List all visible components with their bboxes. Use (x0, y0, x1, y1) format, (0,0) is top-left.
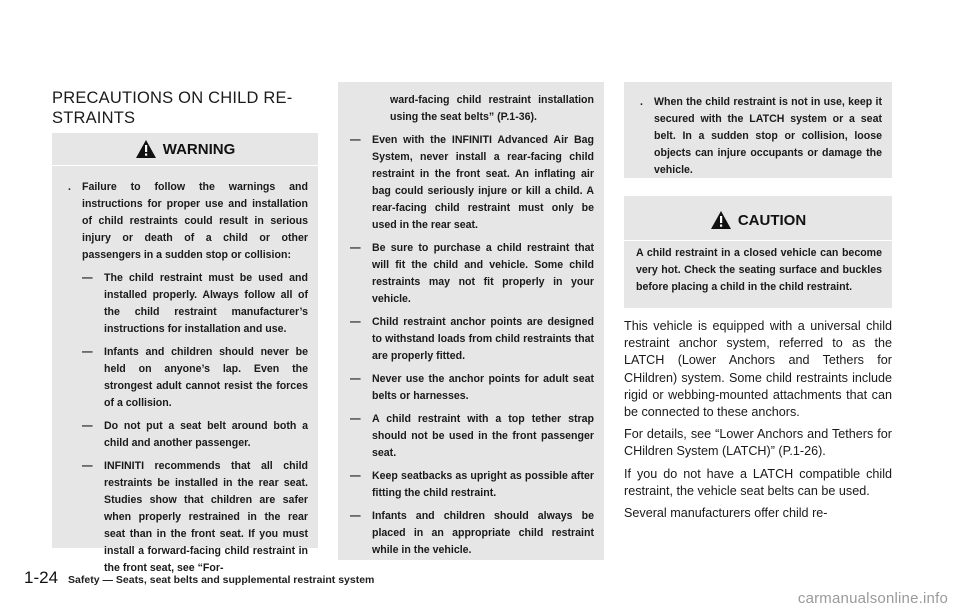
watermark: carmanualsonline.info (797, 590, 948, 607)
warning-bullet: . When the child restraint is not in use, keep it secured with the LATCH system or a seat belt. In a sudden stop or collision, loose objects can injure occupants or damage the vehicle. (640, 96, 882, 176)
body-paragraph: Several manufacturers offer child re- (624, 506, 828, 521)
page-number: 1-24 (24, 568, 59, 587)
warning-bullet: . Failure to follow the warnings and instructions for proper use and installation of child restraints could result in serious injury or death of a child or other passengers in a sudden stop or collision: (68, 181, 308, 261)
caution-header (624, 196, 892, 241)
warning-item: — Child restraint anchor points are designed to withstand loads from child restraints that are properly fitted. (350, 316, 594, 362)
warning-item: — Be sure to purchase a child restraint that will fit the child and vehicle. Some child restraints may not fit properly in your vehicle. (350, 242, 594, 305)
warning-box-column-3 (624, 82, 892, 178)
warning-item: — Even with the INFINITI Advanced Air Bag System, never install a rear-facing child restraint in the front seat. An inflating air bag could seriously injure or kill a child. A rear-facing child restraint must only be used in the rear seat. (350, 134, 594, 231)
warning-item: — INFINITI recommends that all child restraints be installed in the rear seat. Studies show that children are safer when properly restrained in the rear seat than in the front seat. If you must install a forward-facing child restraint in the front seat, see “For- (82, 460, 308, 574)
warning-triangle-icon (135, 139, 157, 159)
warning-item: — Infants and children should never be held on anyone’s lap. Even the strongest adult cannot resist the forces of a collision. (82, 346, 308, 409)
body-paragraph: If you do not have a LATCH compatible child restraint, the vehicle seat belts can be used. (624, 466, 892, 498)
warning-continuation: ward-facing child restraint installation using the seat belts” (P.1-36). (390, 94, 594, 123)
warning-item: — Do not put a seat belt around both a child and another passenger. (82, 420, 308, 449)
warning-item: — The child restraint must be used and installed properly. Always follow all of the child restraint manufacturer’s instructions for installation and use. (82, 272, 308, 335)
warning-header (52, 133, 318, 166)
footer-label: Safety — Seats, seat belts and supplemental restraint system (68, 574, 375, 586)
warning-box-column-2 (338, 82, 604, 560)
caution-box (624, 196, 892, 308)
body-paragraph: This vehicle is equipped with a universal child restraint anchor system, referred to as the LATCH (Lower Anchors and Tethers for CHildren) system. Some child restraints include rigid or webbing-mounted attachments that can be connected to these anchors. (624, 319, 892, 420)
warning-item: — Keep seatbacks as upright as possible after fitting the child restraint. (350, 470, 594, 499)
section-title: PRECAUTIONS ON CHILD RE- STRAINTS (52, 89, 293, 127)
page-footer (24, 568, 374, 588)
warning-item: — Never use the anchor points for adult seat belts or harnesses. (350, 373, 594, 402)
warning-box-column-1 (52, 133, 318, 574)
warning-heading: WARNING (162, 140, 236, 158)
body-paragraph: For details, see “Lower Anchors and Tethers for CHildren System (LATCH)” (P.1-26). (624, 427, 892, 459)
warning-item: — Infants and children should always be placed in an appropriate child restraint while in the vehicle. (350, 510, 594, 556)
warning-item: — A child restraint with a top tether strap should not be used in the front passenger seat. (350, 413, 594, 459)
caution-heading: CAUTION (737, 211, 807, 229)
body-text (624, 318, 892, 527)
caution-text: A child restraint in a closed vehicle can become very hot. Check the seating surface and buckles before placing a child in the child restraint. (636, 247, 882, 293)
warning-triangle-icon (710, 210, 732, 230)
